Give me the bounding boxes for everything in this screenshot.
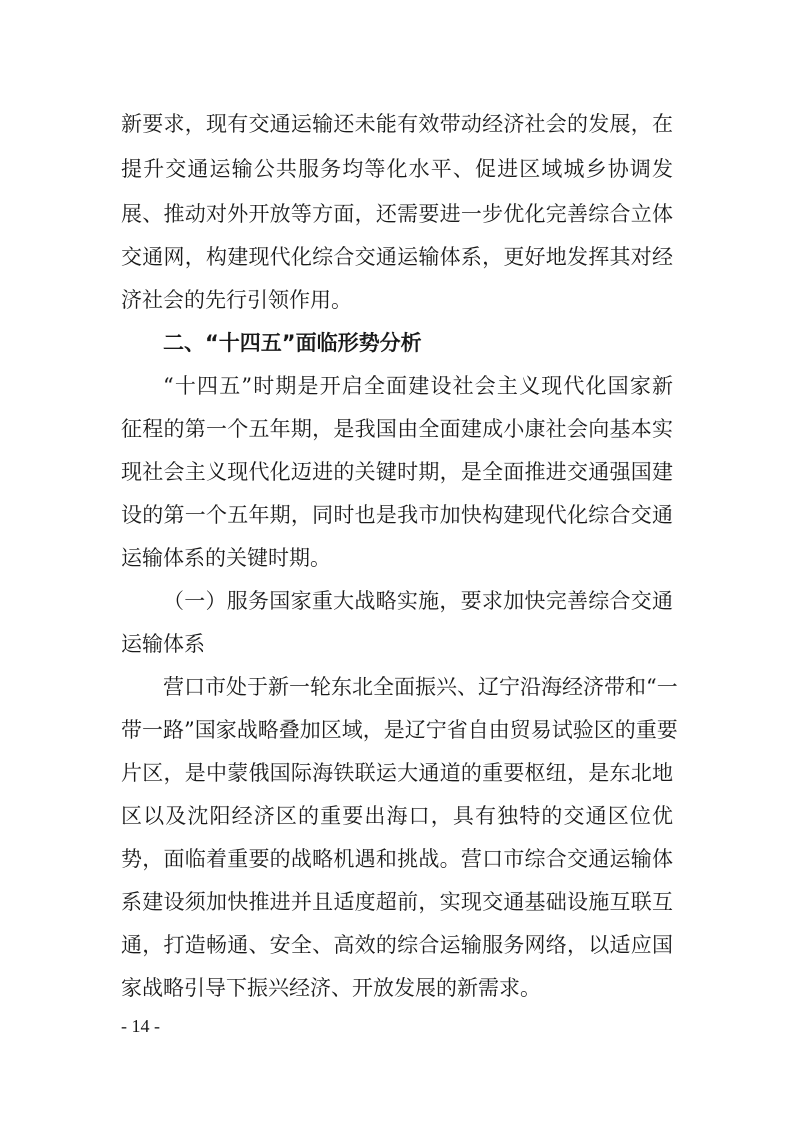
body-text-line: 片区，是中蒙俄国际海铁联运大通道的重要枢纽，是东北地 bbox=[121, 761, 673, 785]
page-number: - 14 - bbox=[121, 1016, 160, 1036]
body-text-line: 家战略引导下振兴经济、开放发展的新需求。 bbox=[121, 976, 541, 1000]
body-text-line: 征程的第一个五年期，是我国由全面建成小康社会向基本实 bbox=[121, 417, 673, 441]
body-text-line: 营口市处于新一轮东北全面振兴、辽宁沿海经济带和“一 bbox=[163, 675, 678, 699]
body-text-line: 势，面临着重要的战略机遇和挑战。营口市综合交通运输体 bbox=[121, 847, 673, 871]
subsection-heading: （一）服务国家重大战略实施，要求加快完善综合交通 bbox=[163, 589, 673, 613]
subsection-heading-continued: 运输体系 bbox=[121, 632, 205, 656]
body-text-line: 展、推动对外开放等方面，还需要进一步优化完善综合立体 bbox=[121, 202, 673, 226]
body-text-line: 通，打造畅通、安全、高效的综合运输服务网络，以适应国 bbox=[121, 933, 673, 957]
body-text-line: 提升交通运输公共服务均等化水平、促进区域城乡协调发 bbox=[121, 157, 673, 181]
body-text-line: 设的第一个五年期，同时也是我市加快构建现代化综合交通 bbox=[121, 503, 673, 527]
body-text-line: “十四五”时期是开启全面建设社会主义现代化国家新 bbox=[163, 374, 673, 398]
body-text-line: 济社会的先行引领作用。 bbox=[121, 288, 352, 312]
body-text-line: 带一路”国家战略叠加区域，是辽宁省自由贸易试验区的重要 bbox=[121, 718, 678, 742]
body-text-line: 现社会主义现代化迈进的关键时期，是全面推进交通强国建 bbox=[121, 460, 673, 484]
body-text-line: 交通网，构建现代化综合交通运输体系，更好地发挥其对经 bbox=[121, 245, 673, 269]
section-heading: 二、“十四五”面临形势分析 bbox=[163, 331, 422, 355]
body-text-line: 系建设须加快推进并且适度超前，实现交通基础设施互联互 bbox=[121, 890, 673, 914]
body-text-line: 运输体系的关键时期。 bbox=[121, 546, 331, 570]
body-text-line: 区以及沈阳经济区的重要出海口，具有独特的交通区位优 bbox=[121, 804, 673, 828]
body-text-line: 新要求，现有交通运输还未能有效带动经济社会的发展，在 bbox=[121, 112, 673, 136]
